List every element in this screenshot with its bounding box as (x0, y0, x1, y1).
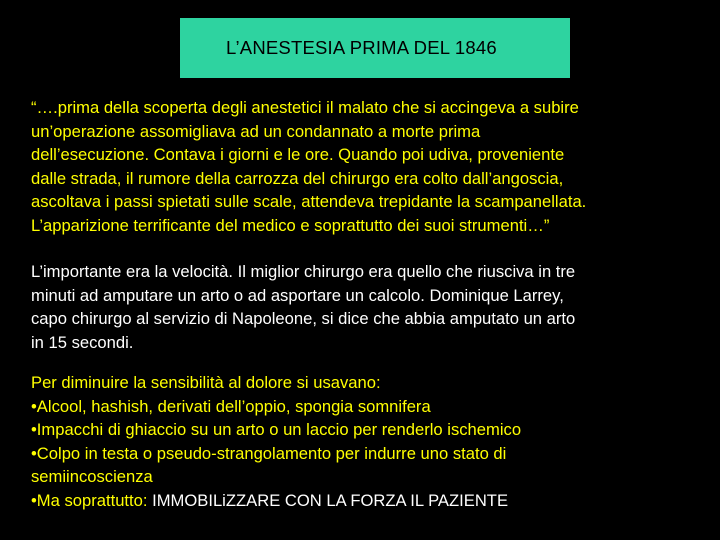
method-item: semiincoscienza (31, 467, 153, 487)
method-item-final (31, 489, 711, 513)
speed-paragraph (31, 260, 711, 354)
final-prefix: •Ma soprattutto: (31, 490, 153, 510)
title-banner (180, 18, 570, 78)
speed-line: capo chirurgo al servizio di Napoleone, si dice che abbia amputato un arto (31, 309, 576, 329)
methods-intro: Per diminuire la sensibilità al dolore si usavano: (31, 373, 381, 392)
slide-title: L’ANESTESIA PRIMA DEL 1846 (226, 37, 497, 58)
method-item: •Alcool, hashish, derivati dell’oppio, spongia somnifera (31, 396, 431, 416)
quote-line: dalle strada, il rumore della carrozza del chirurgo era colto dall’angoscia, (31, 168, 564, 188)
quote-line: “….prima della scoperta degli anestetici il malato che si accingeva a subire (31, 98, 579, 117)
method-item: •Impacchi di ghiaccio su un arto o un laccio per renderlo ischemico (31, 420, 522, 440)
speed-line: in 15 secondi. (31, 332, 134, 352)
quote-line: ascoltava i passi spietati sulle scale, attendeva trepidante la scampanellata. (31, 192, 587, 212)
speed-line: minuti ad amputare un arto o ad asportare un calcolo. Dominique Larrey, (31, 285, 564, 305)
quote-line: L’apparizione terrificante del medico e soprattutto dei suoi strumenti…” (31, 215, 550, 235)
historical-quote (31, 96, 711, 238)
speed-line: L’importante era la velocità. Il miglior chirurgo era quello che riusciva in tre (31, 262, 576, 281)
pain-methods-list (31, 371, 711, 513)
quote-line: un’operazione assomigliava ad un condannato a morte prima (31, 121, 481, 141)
method-item: •Colpo in testa o pseudo-strangolamento per indurre uno stato di (31, 443, 507, 463)
quote-line: dell’esecuzione. Contava i giorni e le ore. Quando poi udiva, proveniente (31, 145, 565, 165)
final-emphasis: IMMOBILiZZARE CON LA FORZA IL PAZIENTE (152, 490, 509, 510)
